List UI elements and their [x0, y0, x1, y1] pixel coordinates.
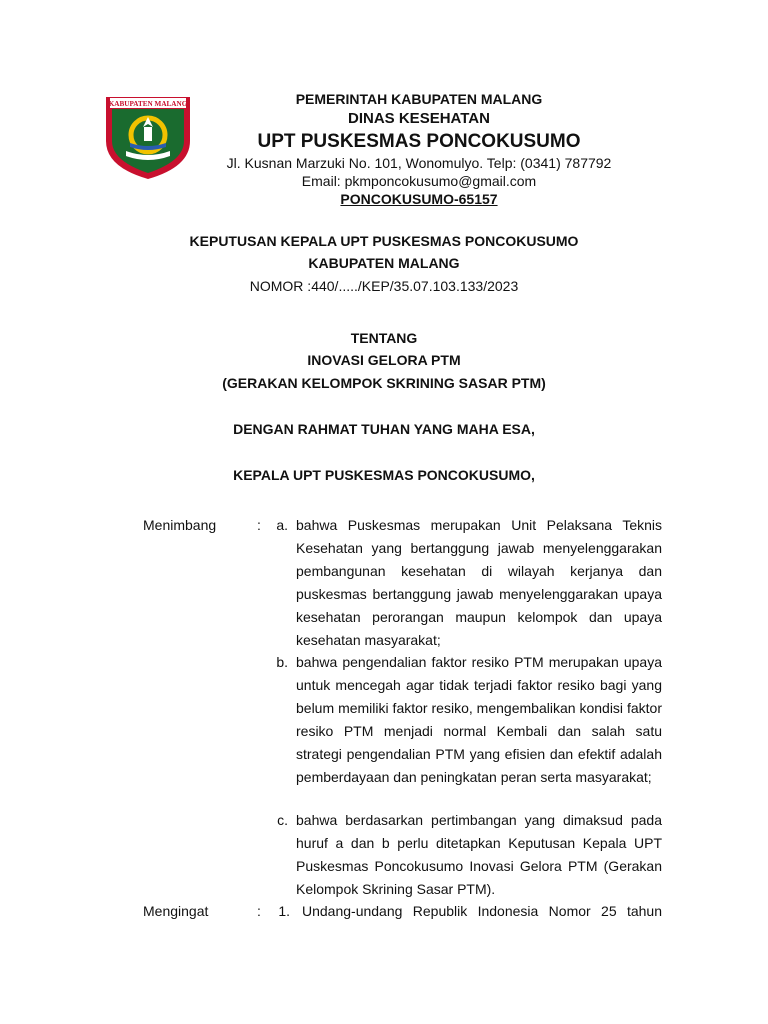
- menimbang-marker-c: c.: [277, 812, 288, 828]
- agency-name: DINAS KESEHATAN: [348, 110, 490, 127]
- menimbang-label: Menimbang: [143, 517, 217, 533]
- invocation: DENGAN RAHMAT TUHAN YANG MAHA ESA,: [233, 421, 535, 437]
- decree-number: NOMOR :440/...../KEP/35.07.103.133/2023: [249, 278, 519, 294]
- letterhead: [196, 91, 642, 208]
- government-name: PEMERINTAH KABUPATEN MALANG: [295, 91, 543, 107]
- mengingat-colon: :: [257, 903, 261, 919]
- menimbang-item-b: bahwa pengendalian faktor resiko PTM merupakan upaya untuk mencegah agar tidak terjadi faktor resiko bagi yang belum memiliki faktor resiko, mengembalikan kondisi faktor resiko PTM menjadi normal Kembali dan salah satu strategi pengendalian PTM yang efisien dan efektif adalah pemberdayaan dan peningkatan peran serta masyarakat;: [296, 654, 662, 785]
- subject-line-2: (GERAKAN KELOMPOK SKRINING SASAR PTM): [222, 375, 546, 391]
- institution-name: UPT PUSKESMAS PONCOKUSUMO: [257, 131, 581, 152]
- decree-title-1: KEPUTUSAN KEPALA UPT PUSKESMAS PONCOKUSUMO: [189, 233, 579, 249]
- mengingat-marker-1: 1.: [278, 903, 290, 919]
- mengingat-label: Mengingat: [143, 903, 209, 919]
- emblem-label: KABUPATEN MALANG: [108, 100, 188, 108]
- menimbang-colon: :: [257, 517, 261, 533]
- mengingat-item-1: Undang-undang Republik Indonesia Nomor 25 tahun: [302, 903, 662, 919]
- address-line: Jl. Kusnan Marzuki No. 101, Wonomulyo. Telp: (0341) 787792: [226, 155, 612, 171]
- subject-line-1: INOVASI GELORA PTM: [307, 352, 461, 368]
- menimbang-marker-b: b.: [276, 654, 288, 670]
- menimbang-item-a: bahwa Puskesmas merupakan Unit Pelaksana Teknis Kesehatan yang bertanggung jawab menyelenggarakan pembangunan kesehatan di wilayah kerjanya dan puskesmas bertanggung jawab menyelenggarakan upaya kesehatan perorangan maupun kelompok dan upaya kesehatan masyarakat;: [296, 517, 662, 648]
- decree-title-2: KABUPATEN MALANG: [308, 255, 460, 271]
- kabupaten-malang-emblem-icon: [104, 93, 192, 181]
- menimbang-marker-a: a.: [276, 517, 288, 533]
- menimbang-item-c: bahwa berdasarkan pertimbangan yang dimaksud pada huruf a dan b perlu ditetapkan Keputusan Kepala UPT Puskesmas Poncokusumo Inovasi Gelora PTM (Gerakan Kelompok Skrining Sasar PTM).: [296, 812, 662, 897]
- tentang-heading: TENTANG: [350, 330, 418, 346]
- email-line: Email: pkmponcokusumo@gmail.com: [301, 173, 537, 189]
- official-title: KEPALA UPT PUSKESMAS PONCOKUSUMO,: [233, 467, 535, 483]
- postcode-line: PONCOKUSUMO-65157: [340, 191, 498, 207]
